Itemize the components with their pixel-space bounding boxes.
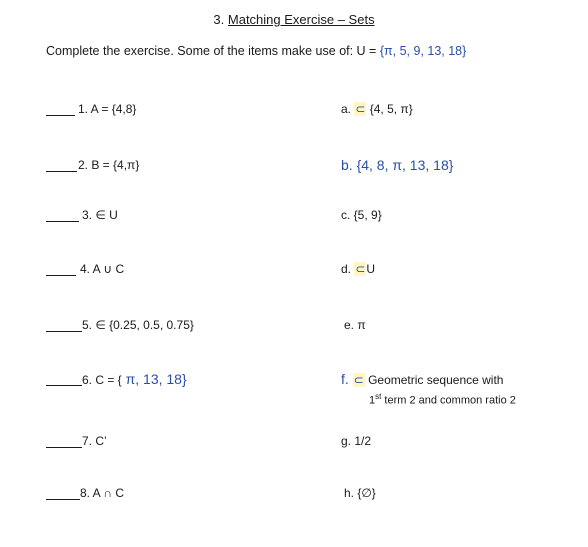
answer-h: h. {∅} <box>344 486 376 500</box>
answer-a: a. ⊂ {4, 5, π} <box>341 102 413 116</box>
match-row-1 <box>0 100 588 122</box>
question-4: 4. A ∪ C <box>80 262 125 276</box>
match-row-4 <box>0 260 588 282</box>
answer-blank-4[interactable] <box>46 275 76 276</box>
question-7: 7. C’ <box>82 434 107 448</box>
answer-f: f. ⊂ Geometric sequence with <box>341 371 504 387</box>
title-text: Matching Exercise – Sets <box>227 12 375 27</box>
answer-blank-2[interactable] <box>46 171 77 172</box>
question-2: 2. B = {4,π} <box>78 158 140 172</box>
question-6: 6. C = { π, 13, 18} <box>82 371 187 387</box>
answer-blank-7[interactable] <box>46 447 82 448</box>
question-5: 5. ∈ {0.25, 0.5, 0.75} <box>82 318 194 332</box>
match-row-5 <box>0 316 588 338</box>
answer-blank-1[interactable] <box>46 115 75 116</box>
instruction-text: Complete the exercise. Some of the items make use of: U = <box>46 44 380 58</box>
answer-blank-3[interactable] <box>46 221 79 222</box>
answer-d: d. ⊂U <box>341 262 376 276</box>
answer-blank-8[interactable] <box>46 499 80 500</box>
match-row-7 <box>0 432 588 454</box>
answer-b: b. {4, 8, π, 13, 18} <box>341 157 454 173</box>
match-row-3 <box>0 206 588 228</box>
answer-f-line2: 1st term 2 and common ratio 2 <box>369 392 516 407</box>
instructions <box>46 44 466 58</box>
question-8: 8. A ∩ C <box>80 486 124 500</box>
question-3: 3. ∈ U <box>82 208 118 222</box>
universal-set: {π, 5, 9, 13, 18} <box>379 44 467 58</box>
exercise-title <box>0 12 588 27</box>
match-row-2 <box>0 156 588 178</box>
answer-blank-6[interactable] <box>46 385 82 386</box>
match-row-8 <box>0 484 588 506</box>
title-number: 3. <box>213 12 228 27</box>
answer-e: e. π <box>344 318 366 332</box>
question-1: 1. A = {4,8} <box>78 102 137 116</box>
answer-c: c. {5, 9} <box>341 208 382 222</box>
match-row-6 <box>0 370 588 392</box>
answer-blank-5[interactable] <box>46 331 82 332</box>
answer-g: g. 1/2 <box>341 434 372 448</box>
